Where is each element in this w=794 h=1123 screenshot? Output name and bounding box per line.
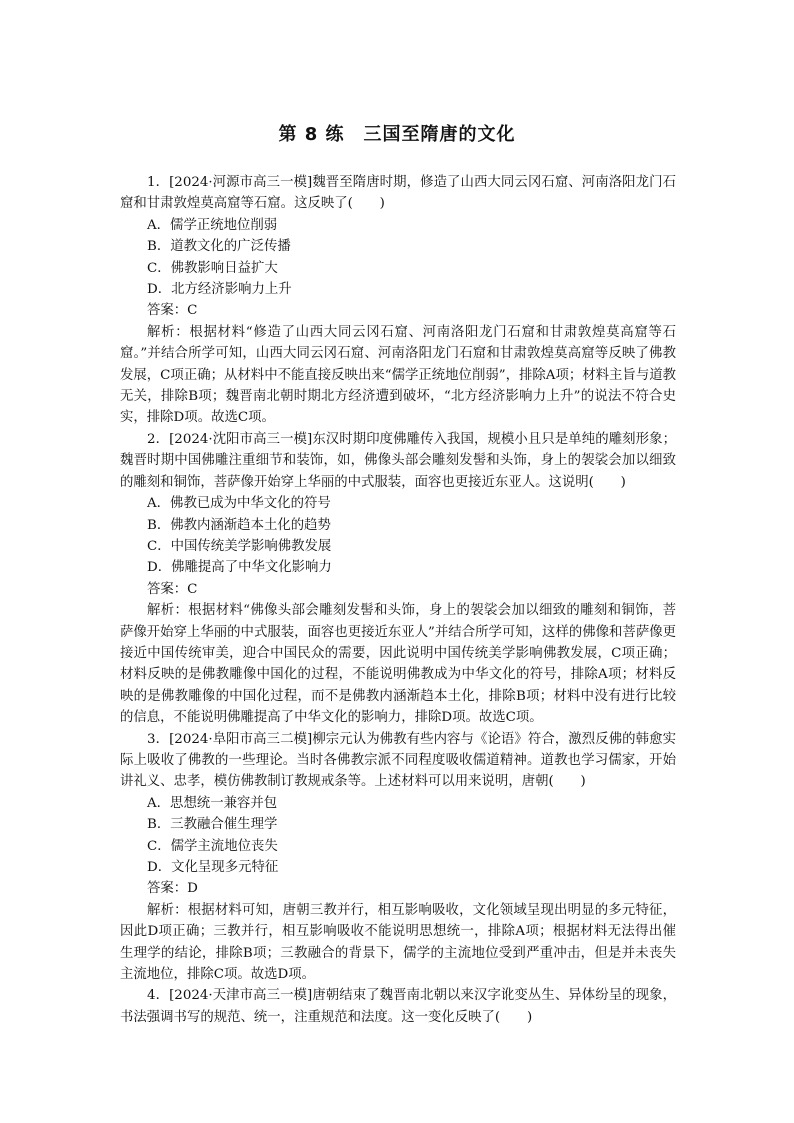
- question-3-answer: 答案：D: [147, 881, 198, 897]
- page-title: 第 8 练 三国至隋唐的文化: [278, 124, 516, 145]
- question-1-stem: 1．[2024·河源市高三一模]魏晋至隋唐时期，修造了山西大同云冈石窟、河南洛阳龙门石窟和甘肃敦煌莫高窟等石窟。这反映了( ): [120, 175, 676, 212]
- question-3-analysis: 解析：根据材料可知，唐朝三教并行，相互影响吸收，文化领域呈现出明显的多元特征，因此D项正确；三教并行，相互影响吸收不能说明思想统一，排除A项；根据材料无法得出催生理学的结论，排除B项；三教融合的背景下，儒学的主流地位受到严重冲击，但是并未丧失主流地位，排除C项。故选D项。: [120, 902, 676, 983]
- question-1-option-b: B．道教文化的广泛传播: [147, 239, 291, 255]
- question-1-option-c: C．佛教影响日益扩大: [147, 260, 278, 276]
- question-3-option-a: A．思想统一兼容并包: [147, 795, 278, 811]
- question-2-option-b: B．佛教内涵渐趋本土化的趋势: [147, 517, 331, 533]
- question-1-analysis: 解析：根据材料“修造了山西大同云冈石窟、河南洛阳龙门石窟和甘肃敦煌莫高窟等石窟。”并结合所学可知，山西大同云冈石窟、河南洛阳龙门石窟和甘肃敦煌莫高窟等反映了佛教发展，C项正确；从材料中不能直接反映出来“儒学正统地位削弱”，排除A项；材料主旨与道教无关，排除B项；魏晋南北朝时期北方经济遭到破坏，“北方经济影响力上升”的说法不符合史实，排除D项。故选C项。: [120, 324, 676, 426]
- question-3-option-b: B．三教融合催生理学: [147, 817, 278, 833]
- question-1-option-d: D．北方经济影响力上升: [147, 282, 292, 298]
- question-2-option-d: D．佛雕提高了中华文化影响力: [147, 560, 332, 576]
- question-1-answer: 答案：C: [147, 303, 198, 319]
- question-2-option-c: C．中国传统美学影响佛教发展: [147, 538, 332, 554]
- document-body: [120, 172, 676, 1028]
- question-2-option-a: A．佛教已成为中华文化的符号: [147, 496, 331, 512]
- question-2-analysis: 解析：根据材料“佛像头部会雕刻发髻和头饰，身上的袈裟会加以细致的雕刻和铜饰，菩萨像开始穿上华丽的中式服装，面容也更接近东亚人”并结合所学可知，这样的佛像和菩萨像更接近中国传统审美，迎合中国民众的需要，因此说明中国传统美学影响佛教发展，C项正确；材料反映的是佛教雕像中国化的过程，不能说明佛教成为中华文化的符号，排除A项；材料反映的是佛教雕像的中国化过程，而不是佛教内涵渐趋本土化，排除B项；材料中没有进行比较的信息，不能说明佛雕提高了中华文化的影响力，排除D项。故选C项。: [120, 603, 676, 726]
- question-4-stem: 4．[2024·天津市高三一模]唐朝结束了魏晋南北朝以来汉字讹变丛生、异体纷呈的现象，书法强调书写的规范、统一，注重规范和法度。这一变化反映了( ): [120, 988, 676, 1025]
- question-3-option-c: C．儒学主流地位丧失: [147, 838, 278, 854]
- question-1-option-a: A．儒学正统地位削弱: [147, 217, 278, 233]
- question-2-answer: 答案：C: [147, 581, 198, 597]
- question-3-stem: 3．[2024·阜阳市高三二模]柳宗元认为佛教有些内容与《论语》符合，激烈反佛的韩愈实际上吸收了佛教的一些理论。当时各佛教宗派不同程度吸收儒道精神。道教也学习儒家，开始讲礼义、忠孝，模仿佛教制订教规戒条等。上述材料可以用来说明，唐朝( ): [120, 731, 676, 790]
- question-2-stem: 2．[2024·沈阳市高三一模]东汉时期印度佛雕传入我国，规模小且只是单纯的雕刻形象；魏晋时期中国佛雕注重细节和装饰，如，佛像头部会雕刻发髻和头饰，身上的袈裟会加以细致的雕刻和铜饰，菩萨像开始穿上华丽的中式服装，面容也更接近东亚人。这说明( ): [120, 431, 676, 490]
- question-3-option-d: D．文化呈现多元特征: [147, 860, 279, 875]
